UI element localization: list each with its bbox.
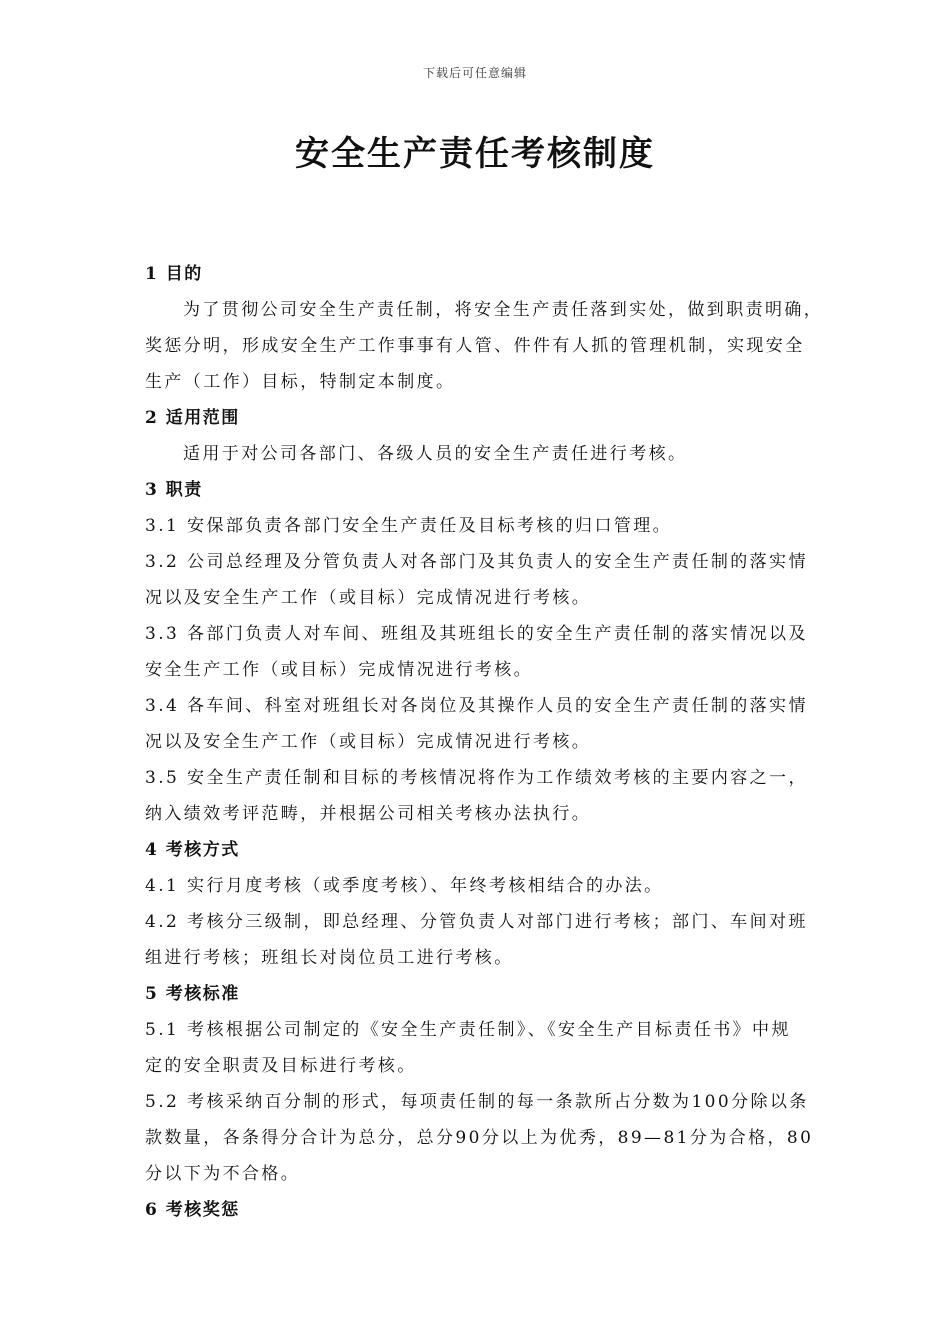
document-title: 安全生产责任考核制度 [295, 134, 655, 174]
body-line: 3.5 安全生产责任制和目标的考核情况将作为工作绩效考核的主要内容之一， [145, 768, 808, 788]
section-heading: 3 职责 [145, 480, 203, 500]
body-line: 为了贯彻公司安全生产责任制，将安全生产责任落到实处，做到职责明确， [183, 300, 824, 320]
document-body [145, 256, 824, 1228]
body-line: 适用于对公司各部门、各级人员的安全生产责任进行考核。 [183, 444, 688, 464]
body-line: 5.2 考核采纳百分制的形式，每项责任制的每一条款所占分数为100分除以条 [145, 1092, 809, 1112]
body-line: 4.1 实行月度考核（或季度考核）、年终考核相结合的办法。 [145, 876, 664, 896]
section-heading: 5 考核标准 [145, 984, 240, 1004]
section-heading: 2 适用范围 [145, 408, 240, 428]
body-line: 5.1 考核根据公司制定的《安全生产责任制》、《安全生产目标责任书》中规 [145, 1020, 791, 1040]
body-line: 况以及安全生产工作（或目标）完成情况进行考核。 [145, 732, 592, 752]
section-heading: 1 目的 [145, 264, 203, 284]
body-line: 生产（工作）目标，特制定本制度。 [145, 372, 456, 392]
section-heading: 4 考核方式 [145, 840, 240, 860]
body-line: 3.3 各部门负责人对车间、班组及其班组长的安全生产责任制的落实情况以及 [145, 624, 808, 644]
body-line: 纳入绩效考评范畴，并根据公司相关考核办法执行。 [145, 804, 592, 824]
body-line: 款数量，各条得分合计为总分，总分90分以上为优秀，89—81分为合格，80 [145, 1128, 814, 1148]
body-line: 4.2 考核分三级制，即总经理、分管负责人对部门进行考核；部门、车间对班 [145, 912, 808, 932]
header-note: 下载后可任意编辑 [422, 66, 527, 80]
body-line: 3.1 安保部负责各部门安全生产责任及目标考核的归口管理。 [145, 516, 673, 536]
body-line: 分以下为不合格。 [145, 1164, 301, 1184]
body-line: 奖惩分明，形成安全生产工作事事有人管、件件有人抓的管理机制，实现安全 [145, 336, 805, 356]
body-line: 安全生产工作（或目标）完成情况进行考核。 [145, 660, 533, 680]
body-line: 3.2 公司总经理及分管负责人对各部门及其负责人的安全生产责任制的落实情 [145, 552, 808, 572]
body-line: 3.4 各车间、科室对班组长对各岗位及其操作人员的安全生产责任制的落实情 [145, 696, 808, 716]
section-heading: 6 考核奖惩 [145, 1200, 240, 1220]
body-line: 况以及安全生产工作（或目标）完成情况进行考核。 [145, 588, 592, 608]
body-line: 定的安全职责及目标进行考核。 [145, 1056, 417, 1076]
body-line: 组进行考核；班组长对岗位员工进行考核。 [145, 948, 514, 968]
